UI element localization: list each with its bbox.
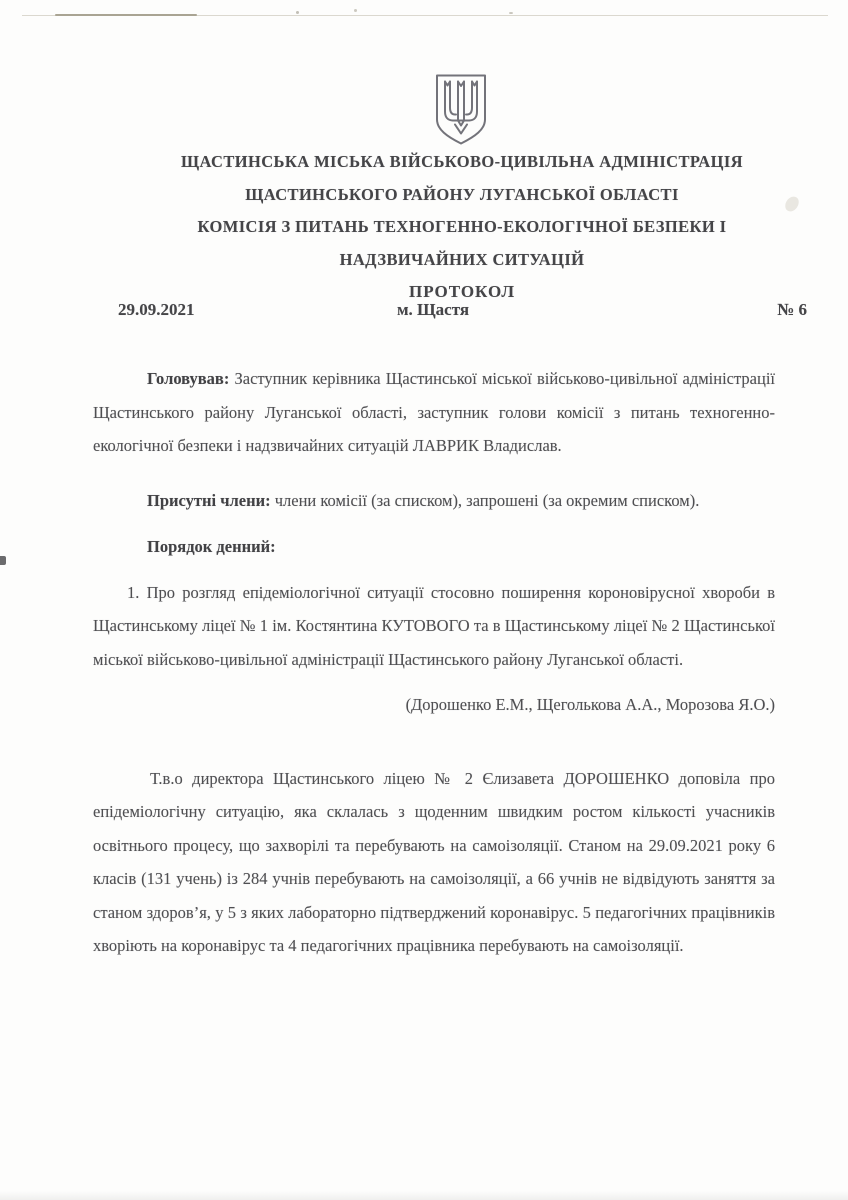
chairman-text: Заступник керівника Щастинської міської військово-цивільної адміністрації Щастинського району Луганської області, заступник голови комісії з питань техногенно-екологічної безпеки і надзвичайних ситуацій ЛАВРИК Владислав. (93, 369, 775, 455)
document-number: № 6 (777, 300, 807, 319)
scan-artifact-speck (354, 9, 357, 12)
org-name-line-4: НАДЗВИЧАЙНИХ СИТУАЦІЙ (339, 249, 585, 269)
ukraine-trident-coat-of-arms-icon (433, 72, 489, 147)
document-body (93, 362, 775, 963)
emblem-container (0, 72, 848, 147)
chairman-paragraph (93, 362, 775, 463)
document-meta-row (0, 300, 848, 330)
document-header (0, 146, 848, 309)
agenda-item-1: 1. Про розгляд епідеміологічної ситуації стосовно поширення короновірусної хвороби в Щастинському ліцеї № 1 ім. Костянтина КУТОВОГО та в Щастинському ліцеї № 2 Щастинської міської військово-цивільної адміністрації Щастинського району Луганської області. (93, 582, 775, 669)
report-paragraph: Т.в.о директора Щастинського ліцею № 2 Єлизавета ДОРОШЕНКО доповіла про епідеміологічну ситуацію, яка склалась з щоденним швидким ростом кількості учасників освітнього процесу, що захворілі та перебувають на самоізоляції. Станом на 29.09.2021 року 6 класів (131 учень) із 284 учнів перебувають на самоізоляції, а 66 учнів не відвідують заняття за станом здоров’я, у 5 з яких лабораторно підтверджений коронавірус. 5 педагогічних працівників хворіють на коронавірус та 4 педагогічних працівника перебувають на самоізоляції. (93, 768, 775, 955)
org-name-line-2: ЩАСТИНСЬКОГО РАЙОНУ ЛУГАНСЬКОЇ ОБЛАСТІ (245, 184, 679, 204)
present-members-paragraph (93, 484, 775, 518)
scan-artifact-speck (296, 11, 299, 14)
scan-artifact-left-edge-mark (0, 556, 6, 565)
present-members-text: члени комісії (за списком), запрошені (за окремим списком). (274, 490, 700, 510)
chairman-label: Головував: (147, 369, 230, 388)
document-type-title: ПРОТОКОЛ (408, 282, 515, 301)
scan-artifact-bottom-shadow (0, 1191, 848, 1200)
present-members-label: Присутні члени: (147, 490, 271, 510)
org-name-line-1: ЩАСТИНСЬКА МІСЬКА ВІЙСЬКОВО-ЦИВІЛЬНА АДМІНІСТРАЦІЯ (181, 152, 743, 171)
scan-artifact-speck (509, 12, 513, 14)
document-date: 29.09.2021 (118, 300, 195, 319)
org-name-line-3: КОМІСІЯ З ПИТАНЬ ТЕХНОГЕННО-ЕКОЛОГІЧНОЇ БЕЗПЕКИ І (197, 217, 727, 236)
rapporteurs-line: (Дорошенко Е.М., Щеголькова А.А., Морозова Я.О.) (405, 695, 775, 714)
scan-artifact-top-dark-segment (55, 14, 197, 16)
agenda-heading: Порядок денний: (147, 537, 276, 556)
document-place: м. Щастя (396, 300, 470, 319)
